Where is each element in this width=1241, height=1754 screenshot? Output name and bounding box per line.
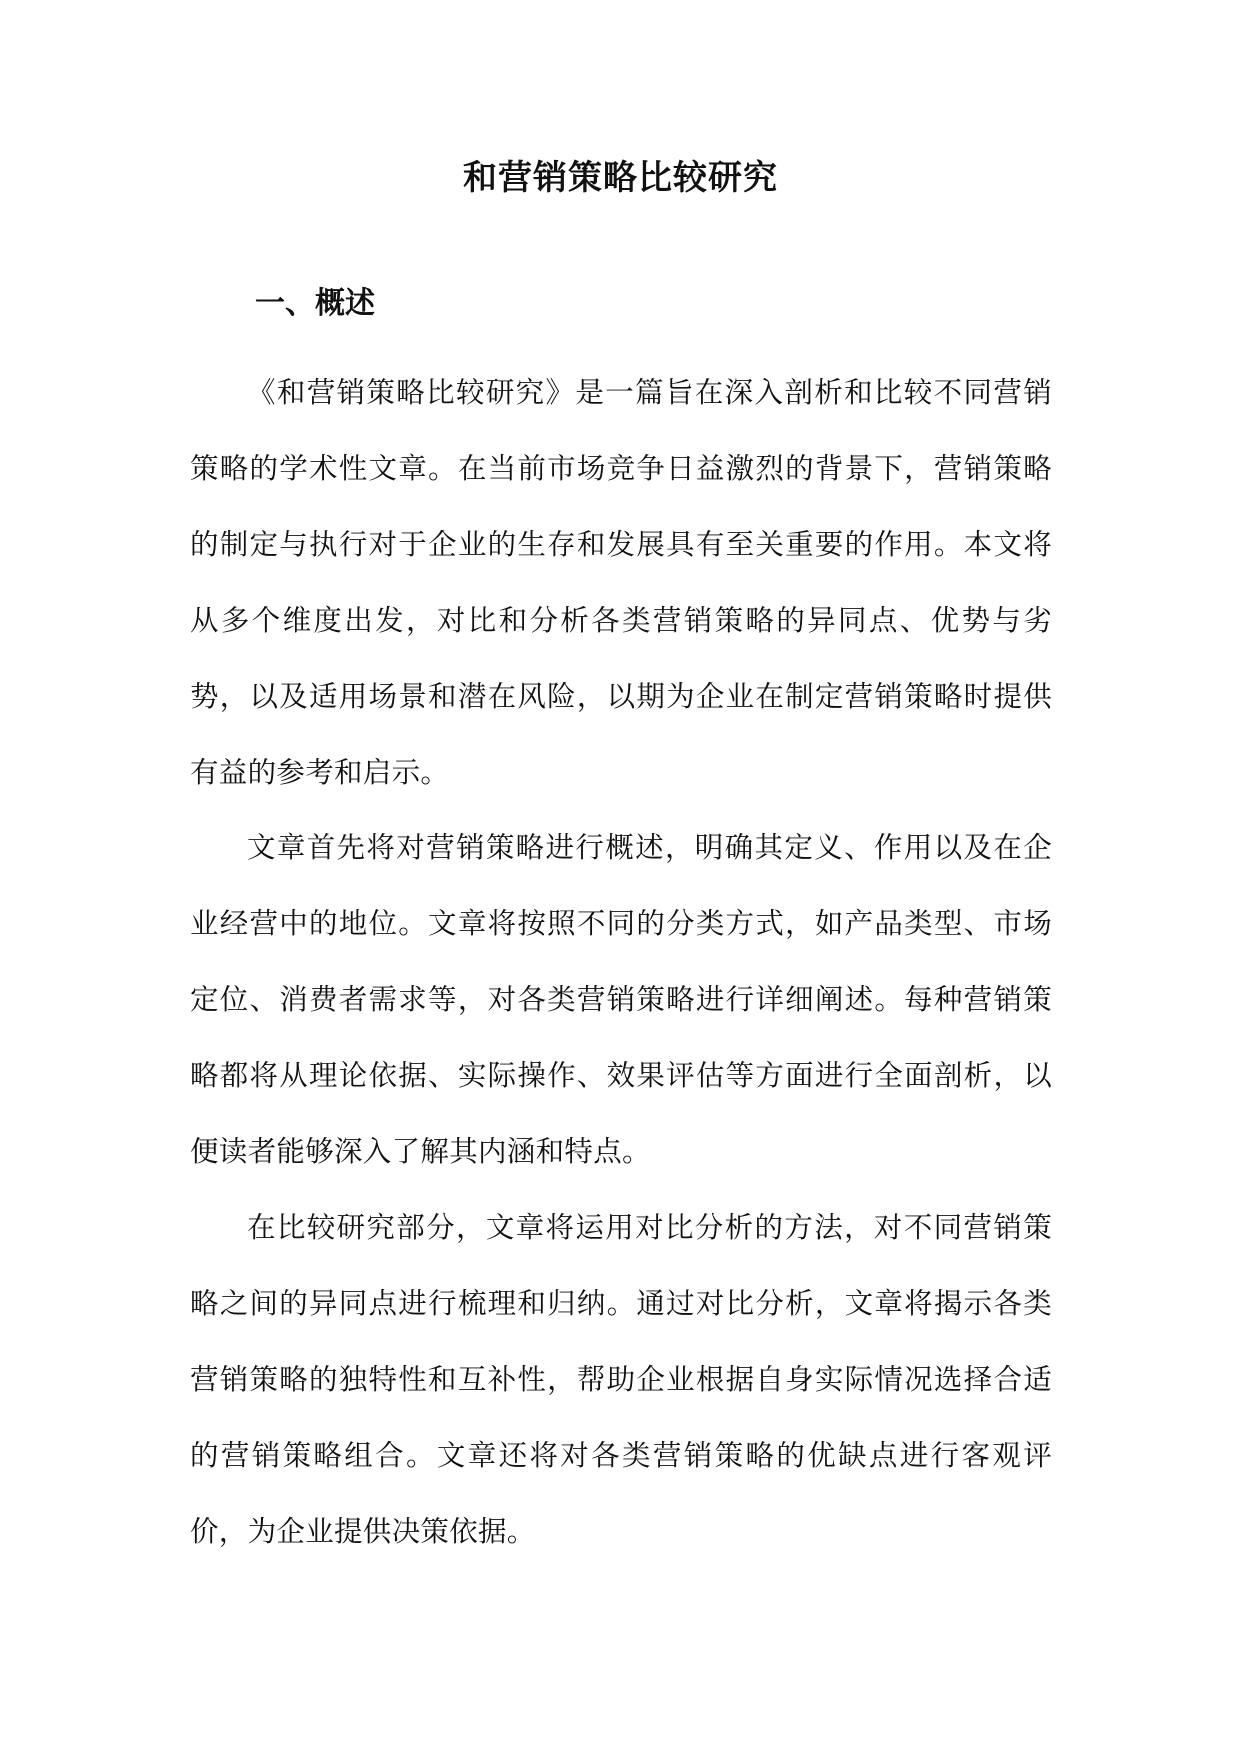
body-paragraph: 在比较研究部分，文章将运用对比分析的方法，对不同营销策略之间的异同点进行梳理和归纳。通过对比分析，文章将揭示各类营销策略的独特性和互补性，帮助企业根据自身实际情况选择合适的营销策略组合。文章还将对各类营销策略的优缺点进行客观评价，为企业提供决策依据。: [190, 1211, 1052, 1548]
body-paragraph: 《和营销策略比较研究》是一篇旨在深入剖析和比较不同营销策略的学术性文章。在当前市场竞争日益激烈的背景下，营销策略的制定与执行对于企业的生存和发展具有至关重要的作用。本文将从多个维度出发，对比和分析各类营销策略的异同点、优势与劣势，以及适用场景和潜在风险，以期为企业在制定营销策略时提供有益的参考和启示。: [190, 376, 1052, 789]
page-title: 和营销策略比较研究: [463, 158, 778, 198]
body-paragraph: 文章首先将对营销策略进行概述，明确其定义、作用以及在企业经营中的地位。文章将按照不同的分类方式，如产品类型、市场定位、消费者需求等，对各类营销策略进行详细阐述。每种营销策略都将从理论依据、实际操作、效果评估等方面进行全面剖析，以便读者能够深入了解其内涵和特点。: [190, 831, 1052, 1168]
section-heading: 一、概述: [255, 286, 375, 321]
